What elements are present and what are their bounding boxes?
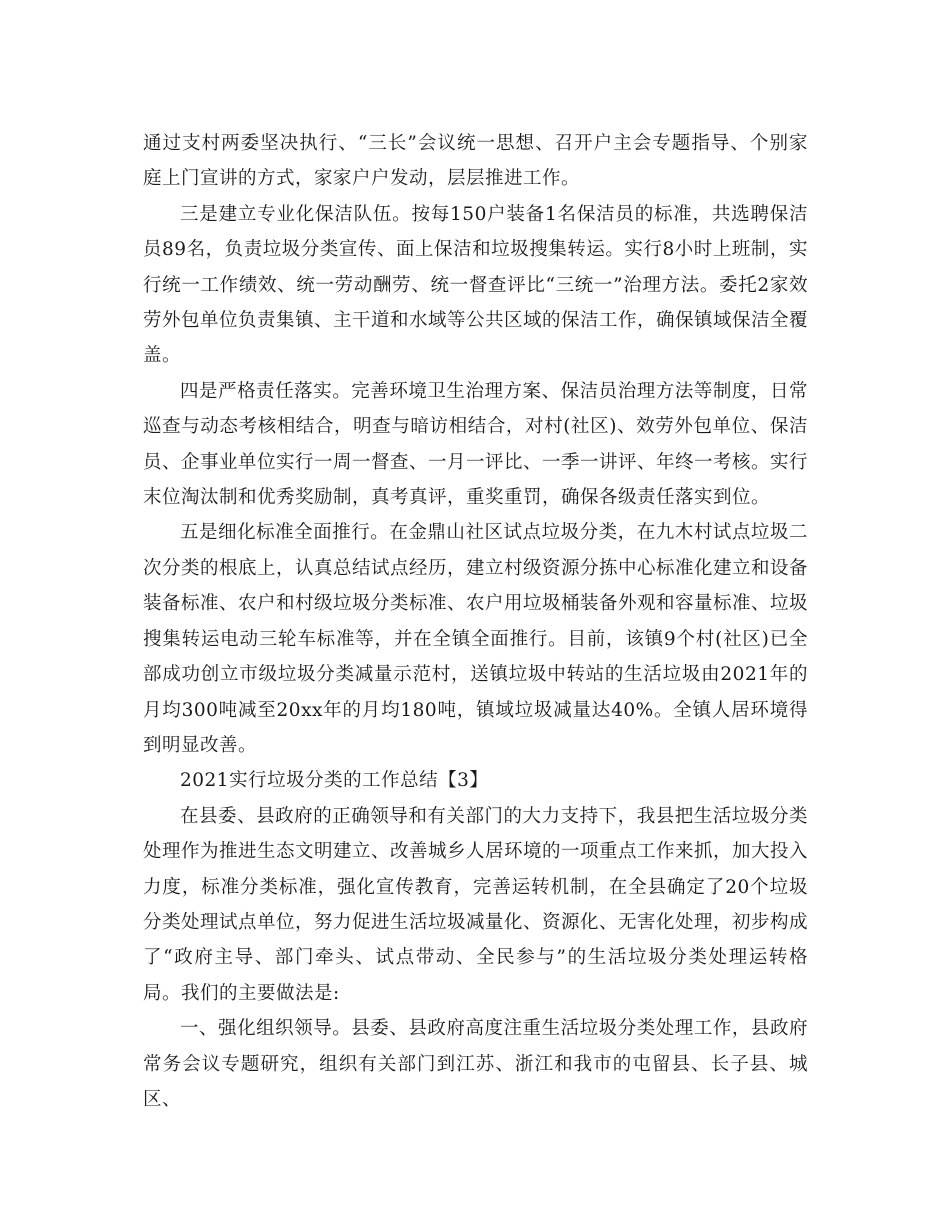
document-body [143, 126, 808, 1117]
section-heading: 2021实行垃圾分类的工作总结【3】 [180, 770, 489, 792]
paragraph-continuation: 通过支村两委坚决执行、“三长”会议统一思想、召开户主会专题指导、个别家庭上门宣讲的方式，家家户户发动，层层推进工作。 [143, 133, 808, 190]
paragraph-responsibility: 四是严格责任落实。完善环境卫生治理方案、保洁员治理方法等制度，日常巡查与动态考核相结合，明查与暗访相结合，对村(社区)、效劳外包单位、保洁员、企事业单位实行一周一督查、一月一评比、一季一讲评、年终一考核。实行末位淘汰制和优秀奖励制，真考真评，重奖重罚，确保各级责任落实到位。 [143, 380, 809, 509]
paragraph-county-intro: 在县委、县政府的正确领导和有关部门的大力支持下，我县把生活垃圾分类处理作为推进生态文明建立、改善城乡人居环境的一项重点工作来抓，加大投入力度，标准分类标准，强化宣传教育，完善运转机制，在全县确定了20个垃圾分类处理试点单位，努力促进生活垃圾减量化、资源化、无害化处理，初步构成了“政府主导、部门牵头、试点带动、全民参与”的生活垃圾分类处理运转格局。我们的主要做法是: [143, 805, 809, 1004]
paragraph-cleaning-team: 三是建立专业化保洁队伍。按每150户装备1名保洁员的标准，共选聘保洁员89名，负责垃圾分类宣传、面上保洁和垃圾搜集转运。实行8小时上班制，实行统一工作绩效、统一劳动酬劳、统一督查评比“三统一”治理方法。委托2家效劳外包单位负责集镇、主干道和水域等公共区域的保洁工作，确保镇域保洁全覆盖。 [143, 203, 809, 367]
paragraph-standards: 五是细化标准全面推行。在金鼎山社区试点垃圾分类，在九木村试点垃圾二次分类的根底上，认真总结试点经历，建立村级资源分拣中心标准化建立和设备装备标准、农户和村级垃圾分类标准、农户用垃圾桶装备外观和容量标准、垃圾搜集转运电动三轮车标准等，并在全镇全面推行。目前，该镇9个村(社区)已全部成功创立市级垃圾分类减量示范村，送镇垃圾中转站的生活垃圾由2021年的月均300吨减至20xx年的月均180吨，镇域垃圾减量达40%。全镇人居环境得到明显改善。 [143, 522, 809, 756]
paragraph-organization: 一、强化组织领导。县委、县政府高度注重生活垃圾分类处理工作，县政府常务会议专题研究，组织有关部门到江苏、浙江和我市的屯留县、长子县、城区、 [143, 1018, 808, 1110]
